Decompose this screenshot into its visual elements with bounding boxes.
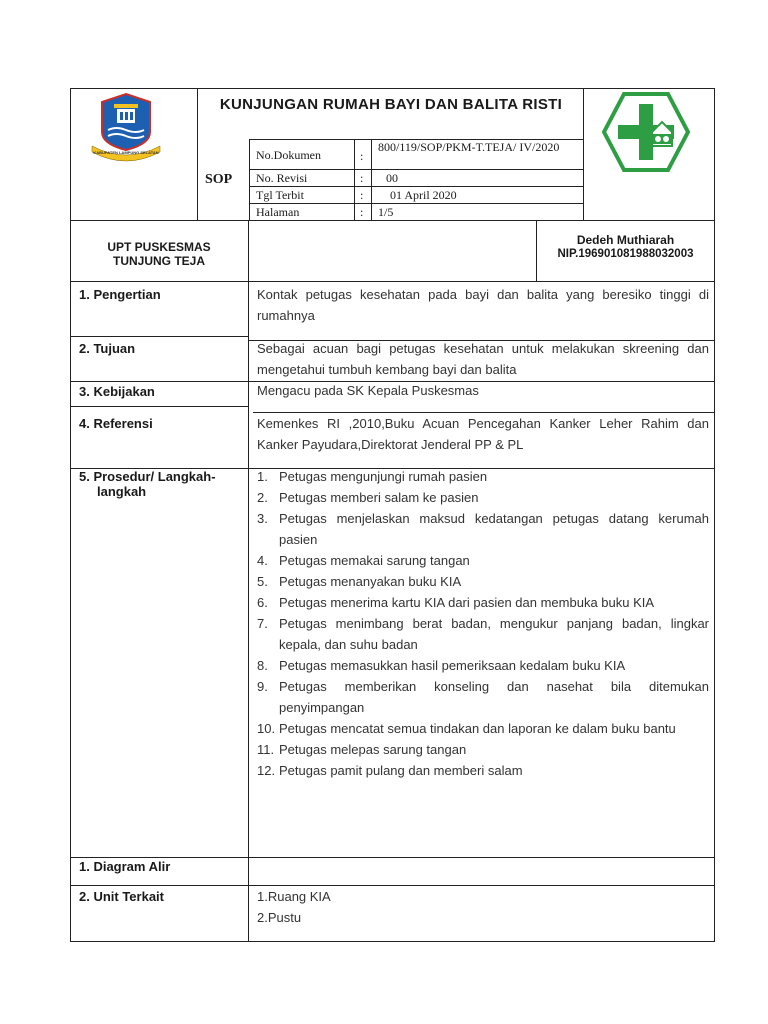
step-text: Petugas memberi salam ke pasien	[279, 490, 479, 505]
referensi-text: Kemenkes RI ,2010,Buku Acuan Pencegahan Kanker Leher Rahim dan Kanker Payudara,Direktorat Jenderal PP & PL	[257, 416, 709, 452]
official-name: Dedeh Muthiarah	[576, 233, 675, 247]
prosedur-label-line2: langkah	[97, 484, 147, 499]
step-text: Petugas memberikan konseling dan nasehat bila ditemukan penyimpangan	[279, 679, 709, 715]
list-item	[257, 718, 709, 739]
step-number: 1.	[257, 469, 268, 484]
step-number: 10.	[257, 721, 276, 736]
kebijakan-text: Mengacu pada SK Kepala Puskesmas	[257, 383, 479, 398]
list-item	[257, 466, 709, 487]
step-text: Petugas melepas sarung tangan	[279, 742, 467, 757]
list-item	[257, 550, 709, 571]
unit-label: 2. Unit Terkait	[79, 889, 165, 904]
step-text: Petugas mencatat semua tindakan dan laporan ke dalam buku bantu	[279, 721, 676, 736]
org-name-line2: TUNJUNG TEJA	[112, 254, 205, 268]
meta-value-revisi: 00	[386, 171, 398, 185]
referensi-label: 4. Referensi	[79, 416, 153, 431]
meta-sep-revisi: :	[360, 171, 364, 185]
list-item	[257, 613, 709, 655]
step-number: 4.	[257, 553, 268, 568]
step-number: 2.	[257, 490, 268, 505]
step-text: Petugas memasukkan hasil pemeriksaan kedalam buku KIA	[279, 658, 626, 673]
step-number: 8.	[257, 658, 268, 673]
meta-value-terbit: 01 April 2020	[390, 188, 457, 202]
meta-sep-dokumen: :	[360, 149, 364, 163]
list-item	[257, 676, 709, 718]
meta-label-halaman: Halaman	[256, 205, 300, 219]
tujuan-label: 2. Tujuan	[79, 341, 136, 356]
prosedur-label-line1: 5. Prosedur/ Langkah-	[79, 469, 216, 484]
step-number: 11.	[257, 742, 275, 757]
list-item	[257, 739, 709, 760]
unit-item-2: 2.Pustu	[257, 910, 302, 925]
official-nip: NIP.196901081988032003	[557, 248, 694, 260]
diagram-label: 1. Diagram Alir	[79, 859, 171, 874]
seal-ribbon-text: KABUPATEN LAMPUNG SELATAN	[93, 150, 159, 155]
step-text: Petugas menjelaskan maksud kedatangan petugas datang kerumah pasien	[279, 511, 709, 547]
pengertian-label: 1. Pengertian	[79, 287, 161, 302]
step-text: Petugas pamit pulang dan memberi salam	[279, 763, 523, 778]
step-number: 7.	[257, 616, 268, 631]
meta-label-dokumen: No.Dokumen	[256, 148, 321, 162]
step-number: 9.	[257, 679, 268, 694]
step-text: Petugas mengunjungi rumah pasien	[279, 469, 488, 484]
list-item	[257, 760, 709, 781]
step-text: Petugas menerima kartu KIA dari pasien dan membuka buku KIA	[279, 595, 655, 610]
kebijakan-label: 3. Kebijakan	[79, 384, 155, 399]
step-text: Petugas memakai sarung tangan	[279, 553, 470, 568]
list-item	[257, 592, 709, 613]
regency-seal	[86, 90, 166, 166]
sop-label: SOP	[205, 172, 233, 187]
step-text: Petugas menanyakan buku KIA	[279, 574, 462, 589]
tujuan-text: Sebagai acuan bagi petugas kesehatan untuk melakukan skreening dan mengetahui tumbuh kembang bayi dan balita	[257, 341, 709, 377]
page-title: KUNJUNGAN RUMAH BAYI DAN BALITA RISTI	[219, 96, 563, 113]
meta-label-terbit: Tgl Terbit	[256, 188, 304, 202]
step-number: 12.	[257, 763, 276, 778]
meta-value-dokumen: 800/119/SOP/PKM-T.TEJA/ IV/2020	[378, 140, 560, 154]
meta-label-revisi: No. Revisi	[256, 171, 308, 185]
list-item	[257, 571, 709, 592]
step-number: 3.	[257, 511, 268, 526]
meta-sep-terbit: :	[360, 188, 364, 202]
meta-value-halaman: 1/5	[378, 205, 394, 219]
puskesmas-logo	[602, 90, 690, 174]
list-item	[257, 508, 709, 550]
step-number: 6.	[257, 595, 268, 610]
procedure-steps	[257, 466, 709, 781]
meta-sep-halaman: :	[360, 205, 364, 219]
unit-item-1: 1.Ruang KIA	[257, 889, 331, 904]
org-name-line1: UPT PUSKESMAS	[107, 240, 211, 254]
step-text: Petugas menimbang berat badan, mengukur panjang badan, lingkar kepala, dan suhu badan	[279, 616, 709, 652]
list-item	[257, 655, 709, 676]
step-number: 5.	[257, 574, 268, 589]
list-item	[257, 487, 709, 508]
pengertian-text: Kontak petugas kesehatan pada bayi dan balita yang beresiko tinggi di rumahnya	[257, 287, 709, 323]
